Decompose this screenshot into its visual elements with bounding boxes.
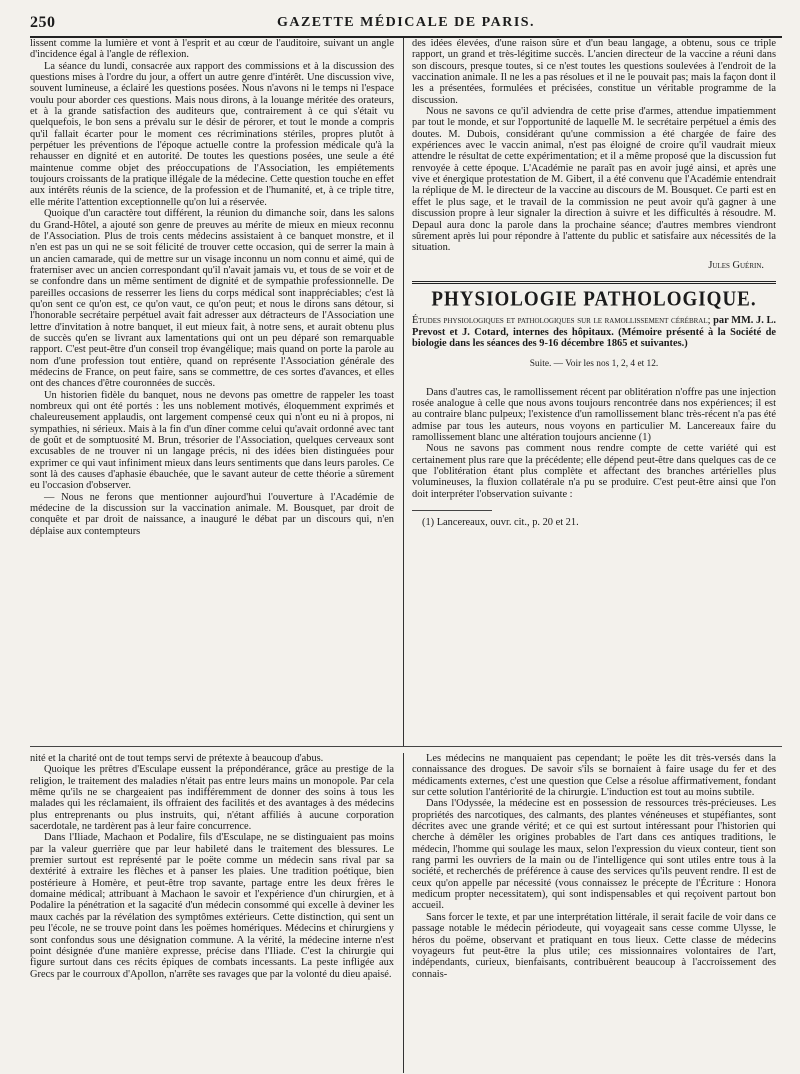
column-divider bbox=[403, 38, 404, 746]
top-left-column bbox=[30, 38, 394, 537]
paragraph: Quoique d'un caractère tout différent, la réunion du dimanche soir, dans les salons du Grand-Hôtel, a ajouté son genre de preuves au mérite de mieux en mieux reconnu de l'Association. Plus de trois cents médecins assistaient à ce banquet monstre, et il n'en est pas un qui ne se soit félicité de trouver cette occasion, qui de serrer la main à un ancien camarade, qui de mettre sur un visage inconnu un nom connu et aimé, qui de fraterniser avec un ancien correspondant qu'il n'avait jamais vu, et tous de se voir et de se confondre dans un même sentiment de dignité et de sympathie professionnelle. De pareilles occasions de resserrer les liens du corps médical sont inappréciables; c'est là qu'on sent ce qu'on est, ce qu'on vaut, ce qu'on peut; et nous le dirons sans détour, si l'honorable secrétaire perpétuel avait fait adresser aux détracteurs de l'Association une lettre d'invitation à notre banquet, il eut mieux fait, à notre sens, et aurait obtenu plus de succès qu'en se livrant aux lamentations qui ont un peu déparé son remarquable rapport. C'est peut-être d'un conseil trop évangélique; mais quand on porte la parole au nom d'une profession tout entière, quand on représente l'Association générale des médecins de France, on peut faire, sans se commettre, de ces sortes d'avances, et elles ont des chances d'être couronnées de succès. bbox=[30, 208, 394, 390]
author-signature: Jules Guérin. bbox=[708, 259, 764, 271]
bottom-section bbox=[30, 753, 782, 1073]
page-number: 250 bbox=[30, 14, 56, 31]
bottom-left-column bbox=[30, 753, 394, 980]
running-title: GAZETTE MÉDICALE DE PARIS. bbox=[276, 15, 536, 30]
paragraph: des idées élevées, d'une raison sûre et d'un beau langage, a obtenu, sous ce triple rapport, un grand et très-légitime succès. L'ancien directeur de la vaccine a réuni dans son discours, presque toutes, si ce n'est toutes les questions soulevées à l'endroit de la vaccination animale. Il ne les a pas résolues et il ne le pouvait pas; mais la façon dont il les a présentées, formulées et précisées, constitue un véritable programme de la discussion. bbox=[412, 38, 776, 106]
top-section bbox=[30, 38, 782, 747]
newspaper-page bbox=[30, 8, 782, 1073]
paragraph: Quoique les prêtres d'Esculape eussent la prépondérance, grâce au prestige de la religion, le traitement des maladies n'était pas entre leurs mains un monopole. Par cela même qu'ils ne se chargeaient pas indifféremment de donner des soins à tous les malades qui les réclamaient, ils offraient des facilités et des avantages à des médecins plus entreprenants ou plus instruits, qui, n'étant affiliés à aucune corporation sacerdotale, ne tardèrent pas à leur faire concurrence. bbox=[30, 764, 394, 833]
paragraph: Dans l'Iliade, Machaon et Podalire, fils d'Esculape, ne se distinguaient pas moins par la valeur guerrière que par leur habileté dans le traitement des blessures. Le premier surtout est représenté par le poëte comme un médecin sans rival par sa dextérité à extraire les flèches et à panser les plaies. Une tradition poétique, bien postérieure à Homère, et peut-être trop savante, partage entre les deux frères le domaine médical; attribuant à Machaon le savoir et l'expérience d'un chirurgien, et à Podalire la pénétration et la sagacité d'un médecin consommé qui excelle à deviner les maux cachés par la révélation des symptômes extérieurs. Cette distinction, qui sent un peu l'école, ne se trouve point dans les poëmes homériques. Médecins et chirurgiens y sont confondus sous une désignation commune. A la vérité, la médecine interne n'est point désignée d'une manière expresse, précise dans l'Iliade. C'est la chirurgie qui figure surtout dans ces récits épiques de combats incessants. La peste infligée aux Grecs par le courroux d'Apollon, n'arrête ses ravages que par la volonté du dieu apaisé. bbox=[30, 832, 394, 980]
paragraph: — Nous ne ferons que mentionner aujourd'hui l'ouverture à l'Académie de médecine de la discussion sur la vaccination animale. M. Bousquet, par droit de conquête et par droit de naissance, a inauguré le débat par un discours qui, n'en déplaise aux contempteurs bbox=[30, 491, 394, 537]
footnote-rule bbox=[412, 510, 492, 511]
section-title: PHYSIOLOGIE PATHOLOGIQUE. bbox=[431, 287, 757, 311]
paragraph: Les médecins ne manquaient pas cependant; le poëte les dit très-versés dans la connaissance des drogues. De savoir s'ils se bornaient à faire usage du fer et des médicaments externes, c'est une question que Celse a résolue affirmativement, fondant sur cette solution l'antériorité de la chirurgie. L'induction est tout au moins subtile. bbox=[412, 753, 776, 799]
bottom-right-column bbox=[412, 753, 776, 980]
continuation-note: Suite. — Voir les nos 1, 2, 4 et 12. bbox=[529, 359, 659, 370]
paragraph: lissent comme la lumière et vont à l'esprit et au cœur de l'auditoire, suivant un angle d'incidence égal à l'angle de réflexion. bbox=[30, 38, 394, 61]
study-title-rest: par MM. J. L. Prevost et J. Cotard, internes des hôpitaux. (Mémoire présenté à la Société de biologie dans les séances des 9-16 décembre 1865 et suivantes.) bbox=[412, 315, 776, 349]
paragraph: Nous ne savons ce qu'il adviendra de cette prise d'armes, attendue impatiemment par tout le monde, et sur l'opportunité de laquelle M. le secrétaire perpétuel a émis des doutes. M. Dubois, considérant qu'une commission a été chargée de faire des expériences avec le vaccin animal, n'est pas éloigné de croire qu'il vaudrait mieux attendre le résultat de cette expérimentation; et il a même proposé que la discussion fut renvoyée à cette époque. L'Académie ne paraît pas en avoir jugé ainsi, et après une vive et énergique protestation de M. Gibert, il a été convenu que l'Académie entendrait la réplique de M. le directeur de la vaccine au discours de M. Bousquet. Ce parti est en effet le plus sage, et le travail de la commission ne peut avoir qu'à gagner à une discussion propre à leur signaler la direction à suivre et les difficultés à résoudre. M. Depaul aura donc la parole dans la prochaine séance; d'autres membres viendront sûrement après lui pour répondre à l'attente du public et satisfaire aux nécessités de la situation. bbox=[412, 106, 776, 254]
paragraph: La séance du lundi, consacrée aux rapport des commissions et à la discussion des questions mises à l'ordre du jour, a offert un autre genre d'intérêt. Une discussion vive, souvent lumineuse, a éclairé les questions posées. Nous n'avons ni le temps ni l'espace voulu pour aborder ces questions. Mais nous dirons, à la louange méritée des orateurs, et à la grande satisfaction des auditeurs que, contrairement à ce qui s'était vu quelquefois, le bon sens a prévalu sur le désir de pérorer, et tout le monde a compris qu'il fallait écarter pour le moment ces récriminations stériles, propres plutôt à perpétuer les préventions de l'époque actuelle contre la profession médicale qu'à la rehausser en dignité et en autorité. De toutes les questions posées, une seule a été maintenue comme objet des préoccupations de l'Association, les empiétements toujours croissants de la pratique illégale de la médecine. Cette question touche en effet aux intérêts réunis de la science, de la profession et de l'humanité, et, à ce triple titre, elle mérite l'attention exceptionnelle qu'on lui a réservée. bbox=[30, 60, 394, 208]
paragraph: Dans d'autres cas, le ramollissement récent par oblitération n'offre pas une injection rosée analogue à celle que nous avons toujours rencontrée dans nos expériences; il est au contraire blanc pulpeux; l'existence d'un ramollissement blanc très-récent n'a pas été admise par tous les auteurs, nous voyons en particulier M. Lancereaux faire du ramollissement blanc une altération toujours ancienne (1) bbox=[412, 386, 776, 443]
paragraph: Un historien fidèle du banquet, nous ne devons pas omettre de rappeler les toast nombreux qui ont été portés : les uns noblement motivés, éloquemment exprimés et chaleureusement applaudis, ont largement compensé ceux qui n'ont eu ni à propos, ni sympathies, ni sérieux. Mais à la fin d'un dîner comme celui qu'avait ordonné avec tant de goût et de somptuosité M. Brun, trésorier de l'Association, quelques cerveaux sont excusables de ne trouver ni un langage précis, ni des idées bien distinguées pour exprimer ce qui vaut infiniment mieux dans leurs sentiments que dans leurs paroles. Ce sont là des causes d'aphasie ébauchée, que le savant auteur de cette théorie a sûrement eu l'occasion d'observer. bbox=[30, 389, 394, 492]
paragraph: Nous ne savons pas comment nous rendre compte de cette variété qui est certainement plus rare que la précédente; elle dépend peut-être dans quelques cas de ce que l'oblitération étant plus complète et affectant des branches artérielles plus volumineuses, la fluxion collatérale n'a pu se produire. C'est peut-être ainsi que l'on doit interpréter l'observation suivante : bbox=[412, 443, 776, 500]
paragraph: Dans l'Odyssée, la médecine est en possession de ressources très-précieuses. Les propriétés des narcotiques, des calmants, des plantes vénéneuses et stupéfiantes, sont décrites avec une grande vérité; et ce qui est surtout intéressant pour l'historien qui cherche à démêler les origines probables de l'art dans ces antiques traditions, le médecin, l'homme qui soulage les maux, selon l'expression du vieux conteur, tient son rang parmi les ouvriers de la main ou de l'intelligence qui sont utiles entre tous à la société, et recherchés de préférence à cause des services qu'ils peuvent rendre. Il est de ceux qu'on appelle par nécessité (vous connaissez le précepte de l'Écriture : Honora medicum propter necessitatem), qui sont indispensables et qui reçoivent partout bon accueil. bbox=[412, 798, 776, 912]
paragraph: nité et la charité ont de tout temps servi de prétexte à beaucoup d'abus. bbox=[30, 753, 324, 764]
footnote: (1) Lancereaux, ouvr. cit., p. 20 et 21. bbox=[422, 517, 579, 529]
top-right-column bbox=[412, 38, 776, 528]
page-header bbox=[30, 8, 782, 38]
paragraph: Sans forcer le texte, et par une interprétation littérale, il serait facile de voir dans ce passage notable le médecin périodeute, qui voyageait sans cesse comme Ulysse, le héros du poëme, observant et pratiquant en tous lieux. Cette classe de médecins voyageurs fut peut-être la plus utile; ces missionnaires volontaires de l'art, indépendants, curieux, bienfaisants, contribuèrent beaucoup à l'accroissement des connais- bbox=[412, 911, 776, 980]
section-divider bbox=[412, 281, 776, 284]
study-title-caps: Études physiologiques et pathologiques sur le ramollissement cérébral; bbox=[412, 315, 711, 327]
study-title bbox=[412, 315, 776, 349]
column-divider bbox=[403, 753, 404, 1073]
